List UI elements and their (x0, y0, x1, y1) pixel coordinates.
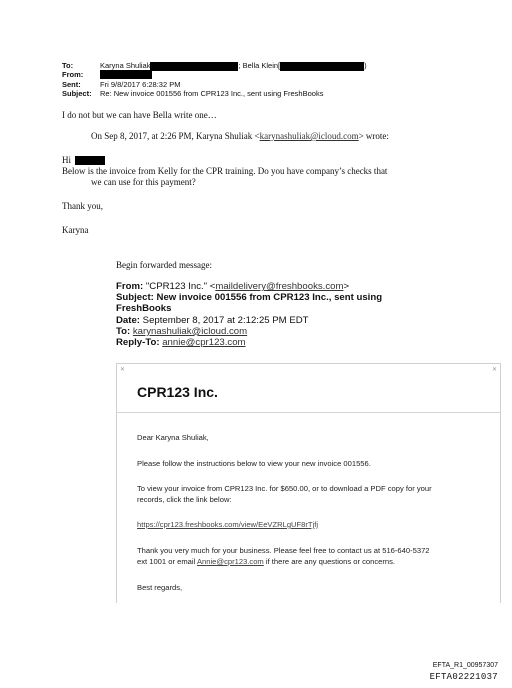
invoice-view-line-1: To view your invoice from CPR123 Inc. for $650.00, or to download a PDF copy for your (137, 484, 432, 493)
fwd-from-row (116, 281, 382, 292)
subject-value: Re: New invoice 001556 from CPR123 Inc., sent using FreshBooks (100, 89, 324, 98)
forward-begin: Begin forwarded message: (116, 260, 212, 270)
invoice-dear: Dear Karyna Shuliak, (137, 433, 209, 442)
forward-headers (116, 281, 382, 348)
document-id-large: EFTA02221037 (429, 672, 498, 682)
invoice-regards: Best regards, (137, 583, 183, 592)
fwd-subject-label: Subject: (116, 292, 154, 304)
header-sent-row (62, 80, 180, 89)
invoice-email-link[interactable]: Annie@cpr123.com (196, 557, 264, 566)
fwd-replyto-email-link[interactable]: annie@cpr123.com (162, 337, 246, 349)
fwd-date-value: September 8, 2017 at 2:12:25 PM EDT (142, 314, 309, 326)
invoice-concerns-text: if there are any questions or concerns. (263, 557, 396, 566)
fwd-from-email-link[interactable]: maildelivery@freshbooks.com (215, 281, 344, 292)
fwd-from-name: "CPR123 Inc." < (145, 281, 216, 292)
fwd-to-email-link[interactable]: karynashuliak@icloud.com (132, 325, 248, 337)
signature: Karyna (62, 225, 89, 235)
to-name: Karyna Shuliak (100, 61, 151, 70)
redaction-bar (150, 62, 238, 71)
header-subject-row (62, 89, 323, 98)
redaction-bar (280, 62, 364, 71)
subject-label: Subject: (62, 89, 92, 98)
invoice-view-line-2: records, click the link below: (137, 495, 232, 504)
invoice-ext-text: ext 1001 or email (137, 557, 197, 566)
redaction-bar (100, 70, 152, 79)
redaction-bar (75, 156, 105, 165)
fwd-date-row (116, 315, 382, 326)
fwd-subject-row-2 (116, 303, 382, 314)
sent-value: Fri 9/8/2017 6:28:32 PM (100, 80, 181, 89)
thanks-line: Thank you, (62, 201, 103, 211)
to-close: ) (364, 61, 367, 70)
invoice-thanks-line-1: Thank you very much for your business. Please feel free to contact us at 516-640-5372 (137, 546, 430, 555)
fwd-replyto-label: Reply-To: (116, 337, 160, 349)
fwd-from-label: From: (116, 281, 144, 292)
from-label: From: (62, 70, 84, 79)
corner-mark-icon: ✕ (120, 367, 126, 373)
quote-email-link[interactable]: karynashuliak@icloud.com (259, 131, 359, 141)
sent-label: Sent: (62, 80, 81, 89)
quote-intro (91, 131, 389, 142)
fwd-subject-line2: FreshBooks (116, 303, 172, 315)
divider (117, 412, 500, 413)
fwd-replyto-row (116, 337, 382, 348)
quote-end: > wrote: (358, 131, 389, 141)
body-line-2: we can use for this payment? (91, 177, 196, 187)
invoice-view-link[interactable]: https://cpr123.freshbooks.com/view/EeVZRLgUF8rTjfj (137, 520, 319, 529)
invoice-instructions: Please follow the instructions below to view your new invoice 001556. (137, 459, 371, 468)
fwd-to-label: To: (116, 325, 131, 337)
quote-intro-text: On Sep 8, 2017, at 2:26 PM, Karyna Shuliak < (91, 131, 260, 141)
invoice-link-row (137, 519, 492, 530)
document-id-small: EFTA_R1_00957307 (432, 662, 498, 669)
header-from-row (62, 70, 152, 79)
to-label: To: (62, 61, 74, 70)
invoice-card (116, 363, 501, 603)
invoice-thanks-line-2 (137, 556, 492, 567)
fwd-date-label: Date: (116, 314, 140, 326)
to-separator: ; Bella Klein[ (238, 61, 281, 70)
fwd-subject-line1: New invoice 001556 from CPR123 Inc., sent using (156, 292, 383, 304)
reply-line: I do not but we can have Bella write one… (62, 110, 217, 120)
fwd-from-end: > (343, 281, 350, 292)
corner-mark-icon: ✕ (491, 367, 497, 373)
greeting-line (62, 155, 105, 166)
fwd-subject-row (116, 292, 382, 303)
body-line-1: Below is the invoice from Kelly for the CPR training. Do you have company’s checks that (62, 166, 388, 176)
invoice-company-title: CPR123 Inc. (137, 384, 218, 400)
fwd-to-row (116, 326, 382, 337)
greeting: Hi (62, 155, 71, 165)
